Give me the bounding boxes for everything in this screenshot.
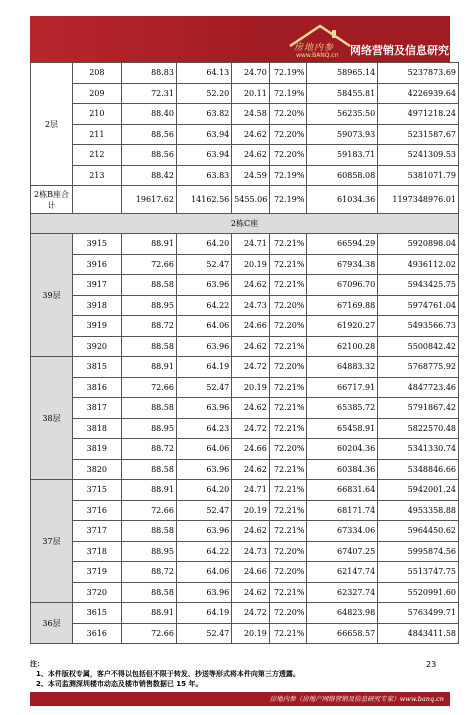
table-row xyxy=(31,295,459,316)
floor-label: 36层 xyxy=(31,603,73,644)
table-row xyxy=(31,83,459,104)
table-cell: 64.06 xyxy=(176,316,231,337)
table-row xyxy=(31,603,459,624)
table-row xyxy=(31,234,459,255)
table-cell: 66658.57 xyxy=(307,623,378,644)
table-cell: 5241309.53 xyxy=(378,145,459,166)
table-cell: 72.66 xyxy=(121,377,176,398)
logo-url: www.BANQ.cn xyxy=(296,52,339,59)
table-cell: 5964450.62 xyxy=(378,521,459,542)
table-cell: 4953358.88 xyxy=(378,500,459,521)
table-cell: 88.58 xyxy=(121,459,176,480)
table-cell: 24.62 xyxy=(232,582,270,603)
table-cell: 88.72 xyxy=(121,562,176,583)
table-row xyxy=(31,275,459,296)
table-row xyxy=(31,582,459,603)
table-row xyxy=(31,254,459,275)
table-cell: 88.95 xyxy=(121,295,176,316)
footnote-line: 1、本件版权专属，客户不得以包括但不限于转发、抄送等形式将本件向第三方透露。 xyxy=(36,670,300,678)
table-cell: 63.96 xyxy=(176,275,231,296)
table-cell: 88.95 xyxy=(121,418,176,439)
table-cell: 60204.36 xyxy=(307,439,378,460)
table-cell: 88.91 xyxy=(121,234,176,255)
floor-label: 2层 xyxy=(31,63,73,186)
table-cell: 64.19 xyxy=(176,357,231,378)
floor-label: 38层 xyxy=(31,357,73,480)
table-cell: 5995874.56 xyxy=(378,541,459,562)
table-cell: 88.83 xyxy=(121,63,176,84)
total-price: 61034.36 xyxy=(307,186,378,214)
table-cell: 4971218.24 xyxy=(378,104,459,125)
table-cell: 58455.81 xyxy=(307,83,378,104)
table-cell: 88.58 xyxy=(121,275,176,296)
price-table xyxy=(30,62,459,644)
table-cell: 63.94 xyxy=(176,145,231,166)
table-cell: 68171.74 xyxy=(307,500,378,521)
table-cell: 88.58 xyxy=(121,582,176,603)
table-cell: 52.47 xyxy=(176,500,231,521)
table-cell: 72.20% xyxy=(269,104,307,125)
table-cell: 5381071.79 xyxy=(378,165,459,186)
table-row xyxy=(31,336,459,357)
footnote xyxy=(30,659,450,689)
table-cell: 72.20% xyxy=(269,295,307,316)
table-cell: 72.20% xyxy=(269,145,307,166)
table-cell: 72.21% xyxy=(269,398,307,419)
table-cell: 88.56 xyxy=(121,124,176,145)
table-cell: 67096.70 xyxy=(307,275,378,296)
table-cell: 24.58 xyxy=(232,104,270,125)
total-ratio: 72.19% xyxy=(269,186,307,214)
table-cell: 213 xyxy=(73,165,122,186)
floor-label: 39层 xyxy=(31,234,73,357)
table-cell: 20.19 xyxy=(232,500,270,521)
table-cell: 3816 xyxy=(73,377,122,398)
table-cell: 63.94 xyxy=(176,124,231,145)
table-row xyxy=(31,124,459,145)
table-cell: 5348846.66 xyxy=(378,459,459,480)
table-cell: 5942001.24 xyxy=(378,480,459,501)
table-cell: 5500842.42 xyxy=(378,336,459,357)
total-area: 19617.62 xyxy=(121,186,176,214)
table-cell: 67407.25 xyxy=(307,541,378,562)
table-cell: 24.72 xyxy=(232,603,270,624)
table-cell: 24.71 xyxy=(232,234,270,255)
table-cell: 72.21% xyxy=(269,500,307,521)
table-cell: 58965.14 xyxy=(307,63,378,84)
table-cell: 88.72 xyxy=(121,316,176,337)
table-cell: 5974761.04 xyxy=(378,295,459,316)
table-cell: 3720 xyxy=(73,582,122,603)
table-cell: 3915 xyxy=(73,234,122,255)
total-shared: 5455.06 xyxy=(232,186,270,214)
table-cell xyxy=(73,186,122,214)
table-cell: 3818 xyxy=(73,418,122,439)
table-row xyxy=(31,316,459,337)
table-cell: 5791867.42 xyxy=(378,398,459,419)
total-inner: 14162.56 xyxy=(176,186,231,214)
table-cell: 88.91 xyxy=(121,603,176,624)
table-cell: 64.13 xyxy=(176,63,231,84)
table-cell: 88.58 xyxy=(121,398,176,419)
table-cell: 24.71 xyxy=(232,480,270,501)
header-banner xyxy=(30,16,471,62)
table-cell: 64.22 xyxy=(176,541,231,562)
table-cell: 72.20% xyxy=(269,316,307,337)
table-cell: 60858.08 xyxy=(307,165,378,186)
table-cell: 72.66 xyxy=(121,500,176,521)
table-row xyxy=(31,104,459,125)
table-cell: 72.21% xyxy=(269,623,307,644)
table-cell: 3718 xyxy=(73,541,122,562)
table-cell: 88.72 xyxy=(121,439,176,460)
table-cell: 52.47 xyxy=(176,254,231,275)
table-cell: 59073.93 xyxy=(307,124,378,145)
table-cell: 88.56 xyxy=(121,145,176,166)
table-cell: 88.40 xyxy=(121,104,176,125)
table-cell: 5341330.74 xyxy=(378,439,459,460)
table-row xyxy=(31,500,459,521)
section-header-row xyxy=(31,214,459,234)
table-cell: 24.70 xyxy=(232,63,270,84)
table-cell: 63.96 xyxy=(176,521,231,542)
header-title: 网络营销及信息研究专家 xyxy=(350,44,471,57)
table-cell: 3815 xyxy=(73,357,122,378)
table-cell: 66594.29 xyxy=(307,234,378,255)
total-amount: 1197348976.01 xyxy=(378,186,459,214)
table-cell: 62327.74 xyxy=(307,582,378,603)
table-cell: 3717 xyxy=(73,521,122,542)
table-cell: 72.21% xyxy=(269,521,307,542)
page-number: 23 xyxy=(426,660,437,669)
table-cell: 24.62 xyxy=(232,398,270,419)
table-cell: 3616 xyxy=(73,623,122,644)
footnote-title: 注： xyxy=(30,660,44,668)
table-cell: 72.20% xyxy=(269,357,307,378)
table-cell: 72.66 xyxy=(121,254,176,275)
table-cell: 72.21% xyxy=(269,459,307,480)
table-cell: 20.11 xyxy=(232,83,270,104)
table-cell: 72.20% xyxy=(269,124,307,145)
table-cell: 24.59 xyxy=(232,165,270,186)
total-row xyxy=(31,186,459,214)
table-cell: 4847723.46 xyxy=(378,377,459,398)
table-cell: 3819 xyxy=(73,439,122,460)
table-cell: 3715 xyxy=(73,480,122,501)
table-cell: 72.66 xyxy=(121,623,176,644)
table-row xyxy=(31,357,459,378)
footnote-line: 2、本司监测深圳楼市动态及楼市销售数据已 15 年。 xyxy=(36,680,203,688)
table-cell: 3817 xyxy=(73,398,122,419)
table-cell: 56235.50 xyxy=(307,104,378,125)
table-cell: 64823.98 xyxy=(307,603,378,624)
table-cell: 24.62 xyxy=(232,336,270,357)
table-cell: 72.21% xyxy=(269,377,307,398)
table-cell: 24.62 xyxy=(232,275,270,296)
table-cell: 24.72 xyxy=(232,418,270,439)
table-cell: 5493566.73 xyxy=(378,316,459,337)
table-cell: 72.19% xyxy=(269,83,307,104)
table-cell: 63.96 xyxy=(176,459,231,480)
table-cell: 88.91 xyxy=(121,480,176,501)
table-cell: 24.66 xyxy=(232,316,270,337)
table-cell: 3615 xyxy=(73,603,122,624)
table-cell: 5763499.71 xyxy=(378,603,459,624)
floor-label: 37层 xyxy=(31,480,73,603)
table-cell: 5768775.92 xyxy=(378,357,459,378)
table-cell: 65458.91 xyxy=(307,418,378,439)
table-cell: 88.95 xyxy=(121,541,176,562)
table-cell: 20.19 xyxy=(232,623,270,644)
table-cell: 61920.27 xyxy=(307,316,378,337)
table-row xyxy=(31,480,459,501)
table-cell: 63.96 xyxy=(176,398,231,419)
table-cell: 63.96 xyxy=(176,336,231,357)
table-cell: 72.21% xyxy=(269,418,307,439)
table-cell: 52.20 xyxy=(176,83,231,104)
logo-text: 房地内参 xyxy=(294,43,335,53)
table-cell: 3716 xyxy=(73,500,122,521)
table-cell: 20.19 xyxy=(232,377,270,398)
table-cell: 64.22 xyxy=(176,295,231,316)
table-row xyxy=(31,623,459,644)
table-cell: 72.19% xyxy=(269,165,307,186)
table-cell: 72.19% xyxy=(269,63,307,84)
table-cell: 72.21% xyxy=(269,336,307,357)
total-label: 2栋B座合计 xyxy=(31,186,73,214)
table-row xyxy=(31,439,459,460)
table-cell: 72.20% xyxy=(269,603,307,624)
table-row xyxy=(31,459,459,480)
table-row xyxy=(31,418,459,439)
table-row xyxy=(31,521,459,542)
table-cell: 5237873.69 xyxy=(378,63,459,84)
table-cell: 24.62 xyxy=(232,124,270,145)
table-row xyxy=(31,63,459,84)
table-cell: 60384.36 xyxy=(307,459,378,480)
table-cell: 24.73 xyxy=(232,541,270,562)
table-cell: 66831.64 xyxy=(307,480,378,501)
table-cell: 3820 xyxy=(73,459,122,480)
table-cell: 4226939.64 xyxy=(378,83,459,104)
table-cell: 72.21% xyxy=(269,234,307,255)
table-cell: 24.62 xyxy=(232,459,270,480)
table-row xyxy=(31,377,459,398)
table-cell: 62147.74 xyxy=(307,562,378,583)
table-cell: 5231587.67 xyxy=(378,124,459,145)
table-cell: 63.83 xyxy=(176,165,231,186)
table-cell: 20.19 xyxy=(232,254,270,275)
table-cell: 208 xyxy=(73,63,122,84)
table-cell: 5822570.48 xyxy=(378,418,459,439)
table-cell: 88.42 xyxy=(121,165,176,186)
table-row xyxy=(31,165,459,186)
table-cell: 3916 xyxy=(73,254,122,275)
table-cell: 3919 xyxy=(73,316,122,337)
table-cell: 72.21% xyxy=(269,275,307,296)
table-cell: 88.91 xyxy=(121,357,176,378)
footer-bar: 房地内参（房地产网络营销及信息研究专家）www.banq.cn xyxy=(30,692,450,706)
table-cell: 64.06 xyxy=(176,439,231,460)
table-cell: 211 xyxy=(73,124,122,145)
table-cell: 24.62 xyxy=(232,521,270,542)
table-row xyxy=(31,562,459,583)
table-cell: 72.31 xyxy=(121,83,176,104)
table-cell: 64.19 xyxy=(176,603,231,624)
table-cell: 72.21% xyxy=(269,480,307,501)
table-cell: 24.72 xyxy=(232,357,270,378)
table-cell: 72.20% xyxy=(269,439,307,460)
table-cell: 64.23 xyxy=(176,418,231,439)
table-cell: 4936112.02 xyxy=(378,254,459,275)
table-cell: 67934.38 xyxy=(307,254,378,275)
table-cell: 59183.71 xyxy=(307,145,378,166)
table-cell: 88.58 xyxy=(121,521,176,542)
table-row xyxy=(31,398,459,419)
table-cell: 88.58 xyxy=(121,336,176,357)
table-row xyxy=(31,145,459,166)
table-cell: 209 xyxy=(73,83,122,104)
table-cell: 24.62 xyxy=(232,145,270,166)
table-cell: 72.20% xyxy=(269,562,307,583)
table-cell: 210 xyxy=(73,104,122,125)
table-cell: 67334.06 xyxy=(307,521,378,542)
table-cell: 64.06 xyxy=(176,562,231,583)
table-cell: 67169.88 xyxy=(307,295,378,316)
table-cell: 3719 xyxy=(73,562,122,583)
table-cell: 52.47 xyxy=(176,377,231,398)
table-cell: 72.21% xyxy=(269,582,307,603)
table-cell: 52.47 xyxy=(176,623,231,644)
table-cell: 64883.32 xyxy=(307,357,378,378)
table-cell: 24.73 xyxy=(232,295,270,316)
table-cell: 62100.28 xyxy=(307,336,378,357)
table-cell: 72.20% xyxy=(269,541,307,562)
table-cell: 64.20 xyxy=(176,234,231,255)
table-cell: 66717.91 xyxy=(307,377,378,398)
table-cell: 3920 xyxy=(73,336,122,357)
table-cell: 64.20 xyxy=(176,480,231,501)
table-cell: 63.82 xyxy=(176,104,231,125)
table-cell: 3917 xyxy=(73,275,122,296)
table-cell: 5520991.60 xyxy=(378,582,459,603)
table-row xyxy=(31,541,459,562)
table-cell: 65385.72 xyxy=(307,398,378,419)
section-title: 2栋C座 xyxy=(31,214,459,234)
table-cell: 24.66 xyxy=(232,439,270,460)
table-cell: 24.66 xyxy=(232,562,270,583)
table-cell: 5513747.75 xyxy=(378,562,459,583)
table-cell: 3918 xyxy=(73,295,122,316)
table-cell: 5920898.04 xyxy=(378,234,459,255)
table-cell: 4843411.58 xyxy=(378,623,459,644)
table-cell: 63.96 xyxy=(176,582,231,603)
table-cell: 212 xyxy=(73,145,122,166)
table-cell: 5943425.75 xyxy=(378,275,459,296)
table-cell: 72.21% xyxy=(269,254,307,275)
